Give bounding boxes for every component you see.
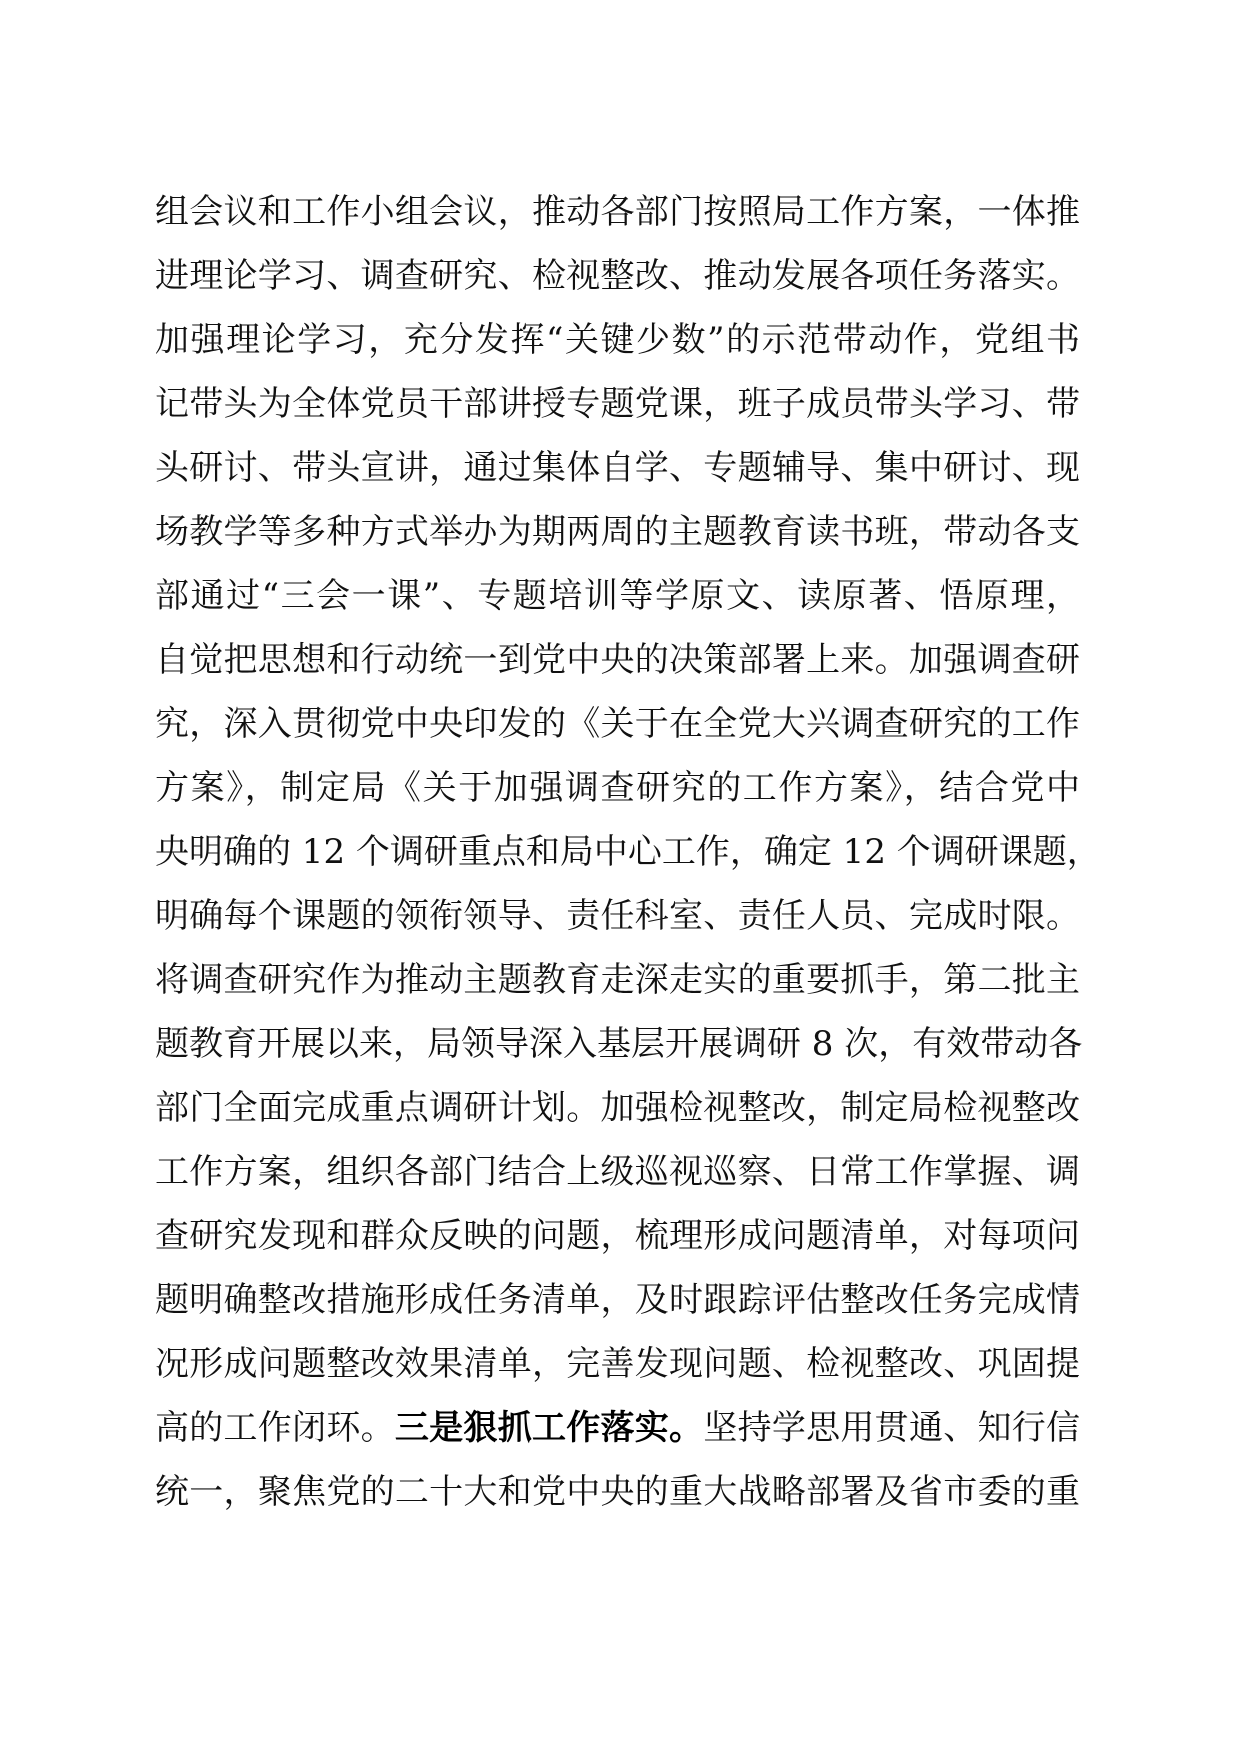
text-line-suffix: 坚持学思用贯通、知行信 [703,1408,1081,1448]
text-line: 明确每个课题的领衔领导、责任科室、责任人员、完成时限。 [155,896,1080,936]
text-line: 记带头为全体党员干部讲授专题党课，班子成员带头学习、带 [155,384,1080,424]
bold-heading-phrase: 三是狠抓工作落实。 [394,1408,704,1448]
text-line: 工作方案，组织各部门结合上级巡视巡察、日常工作掌握、调 [155,1152,1080,1192]
text-line: 方案》，制定局《关于加强调查研究的工作方案》，结合党中 [155,768,1080,808]
text-line: 究，深入贯彻党中央印发的《关于在全党大兴调查研究的工作 [155,704,1080,744]
text-line: 部通过“三会一课”、专题培训等学原文、读原著、悟原理， [155,576,1080,616]
text-line: 况形成问题整改效果清单，完善发现问题、检视整改、巩固提 [155,1344,1080,1384]
text-line: 加强理论学习，充分发挥“关键少数”的示范带动作，党组书 [155,320,1080,360]
text-line: 进理论学习、调查研究、检视整改、推动发展各项任务落实。 [155,256,1080,296]
text-line: 组会议和工作小组会议，推动各部门按照局工作方案，一体推 [155,192,1080,232]
text-line: 央明确的 12 个调研重点和局中心工作，确定 12 个调研课题， [155,832,1101,872]
text-line: 统一，聚焦党的二十大和党中央的重大战略部署及省市委的重 [155,1472,1080,1512]
text-line: 场教学等多种方式举办为期两周的主题教育读书班，带动各支 [155,512,1080,552]
text-line: 头研讨、带头宣讲，通过集体自学、专题辅导、集中研讨、现 [155,448,1080,488]
text-line-prefix: 高的工作闭环。 [155,1408,395,1448]
text-line: 将调查研究作为推动主题教育走深走实的重要抓手，第二批主 [155,960,1080,1000]
body-text [155,180,1101,1524]
text-line-mixed [155,1396,1080,1460]
text-line: 查研究发现和群众反映的问题，梳理形成问题清单，对每项问 [155,1216,1080,1256]
text-line: 题明确整改措施形成任务清单，及时跟踪评估整改任务完成情 [155,1280,1080,1320]
text-line: 题教育开展以来，局领导深入基层开展调研 8 次，有效带动各 [155,1024,1083,1064]
text-line: 部门全面完成重点调研计划。加强检视整改，制定局检视整改 [155,1088,1080,1128]
text-line: 自觉把思想和行动统一到党中央的决策部署上来。加强调查研 [155,640,1080,680]
